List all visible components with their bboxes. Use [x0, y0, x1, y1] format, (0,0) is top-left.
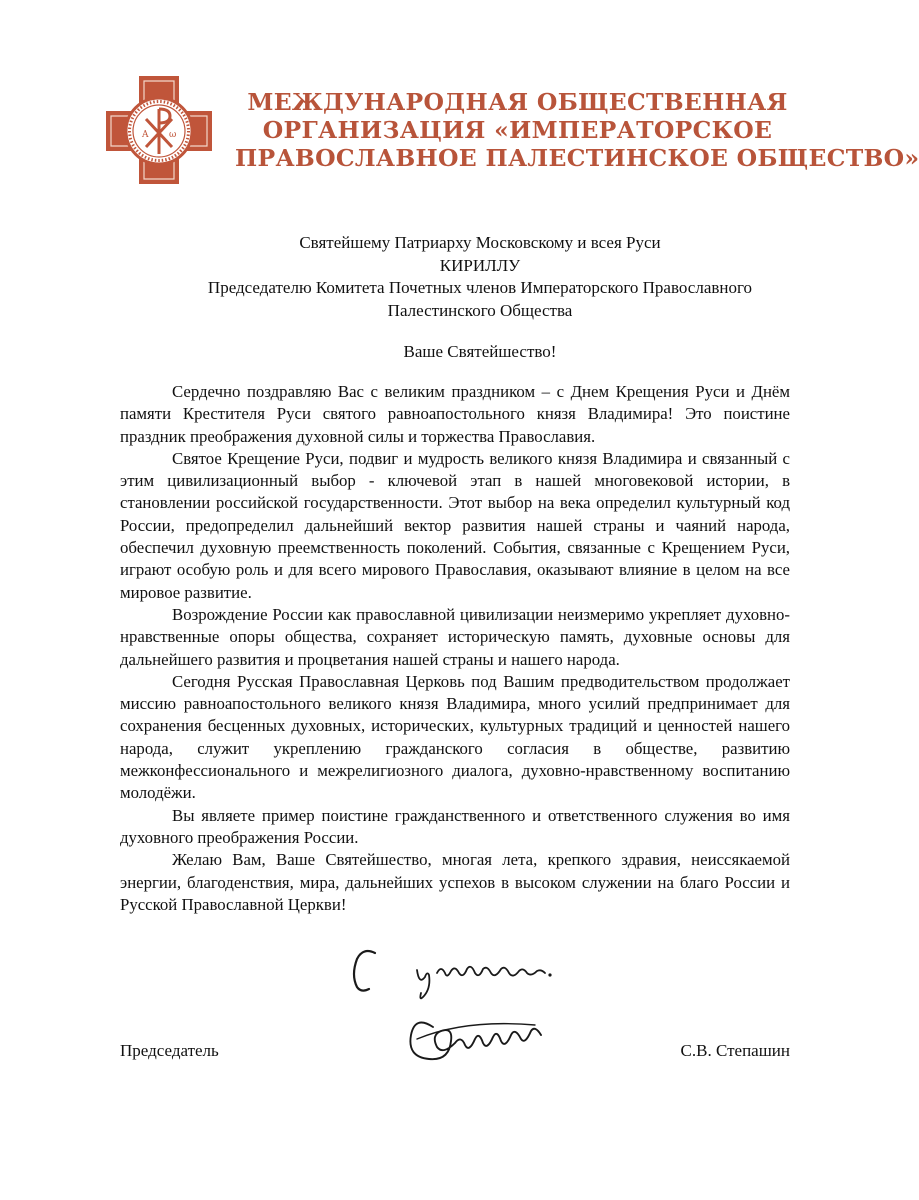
addressee-block: [120, 232, 840, 322]
svg-text:A: A: [142, 130, 149, 140]
svg-text:ω: ω: [169, 130, 177, 140]
org-name-line: МЕЖДУНАРОДНАЯ ОБЩЕСТВЕННАЯ: [247, 88, 788, 116]
organization-name: [235, 88, 919, 172]
signer-position: Председатель: [120, 1041, 219, 1060]
body-paragraph: Вы являете пример поистине гражданственного и ответственного служения во имя духовного преображения России.: [120, 805, 790, 847]
addressee-line: Палестинского Общества: [387, 300, 573, 320]
signer-name: С.В. Степашин: [680, 1041, 790, 1060]
addressee-line: Председателю Комитета Почетных членов Императорского Православного: [207, 278, 753, 297]
handwritten-signature: [345, 935, 575, 1075]
letter-body: [120, 381, 790, 916]
letterhead: [100, 70, 919, 200]
body-paragraph: Сердечно поздравляю Вас с великим праздником – с Днем Крещения Руси и Днём памяти Крестителя Руси святого равноапостольного князя Владимира! Это поистине праздник преображения духовной силы и торжества Православия.: [120, 382, 790, 446]
cross-chi-rho-emblem-icon: [104, 74, 214, 186]
addressee-line: КИРИЛЛУ: [439, 255, 521, 275]
org-name-line: ПРАВОСЛАВНОЕ ПАЛЕСТИНСКОЕ ОБЩЕСТВО»: [235, 144, 919, 172]
body-paragraph: Сегодня Русская Православная Церковь под Вашим предводительством продолжает миссию равноапостольного великого князя Владимира, много усилий предпринимает для сохранения бесценных духовных, исторических, культурных традиций и ценностей нашего народа, служит укреплению гражданского согласия в обществе, развитию межконфессионального и межрелигиозного диалога, духовно-нравственному воспитанию молодёжи.: [120, 671, 790, 803]
body-paragraph: Святое Крещение Руси, подвиг и мудрость великого князя Владимира и связанный с этим цивилизационный выбор - ключевой этап в нашей многовековой истории, в становлении российской государственности. Этот выбор на века определил культурный код России, предопределил дальнейший вектор развития нашей страны и чаяний народа, обеспечил духовную преемственность поколений. События, связанные с Крещением Руси, играют особую роль и для всего мирового Православия, оказывают влияние в целом на все мировое развитие.: [120, 448, 790, 602]
org-name-line: ОРГАНИЗАЦИЯ «ИМПЕРАТОРСКОЕ: [262, 116, 773, 144]
body-paragraph: Возрождение России как православной цивилизации неизмеримо укрепляет духовно-нравственные опоры общества, сохраняет историческую память, духовные основы для дальнейшего развития и процветания нашей страны и нашего народа.: [120, 604, 790, 669]
body-paragraph: Желаю Вам, Ваше Святейшество, многая лета, крепкого здравия, неиссякаемой энергии, благоденствия, мира, дальнейших успехов в высоком служении на благо России и Русской Православной Церкви!: [120, 850, 790, 914]
salutation: Ваше Святейшество!: [403, 342, 557, 361]
addressee-line: Святейшему Патриарху Московскому и всея Руси: [299, 233, 661, 252]
